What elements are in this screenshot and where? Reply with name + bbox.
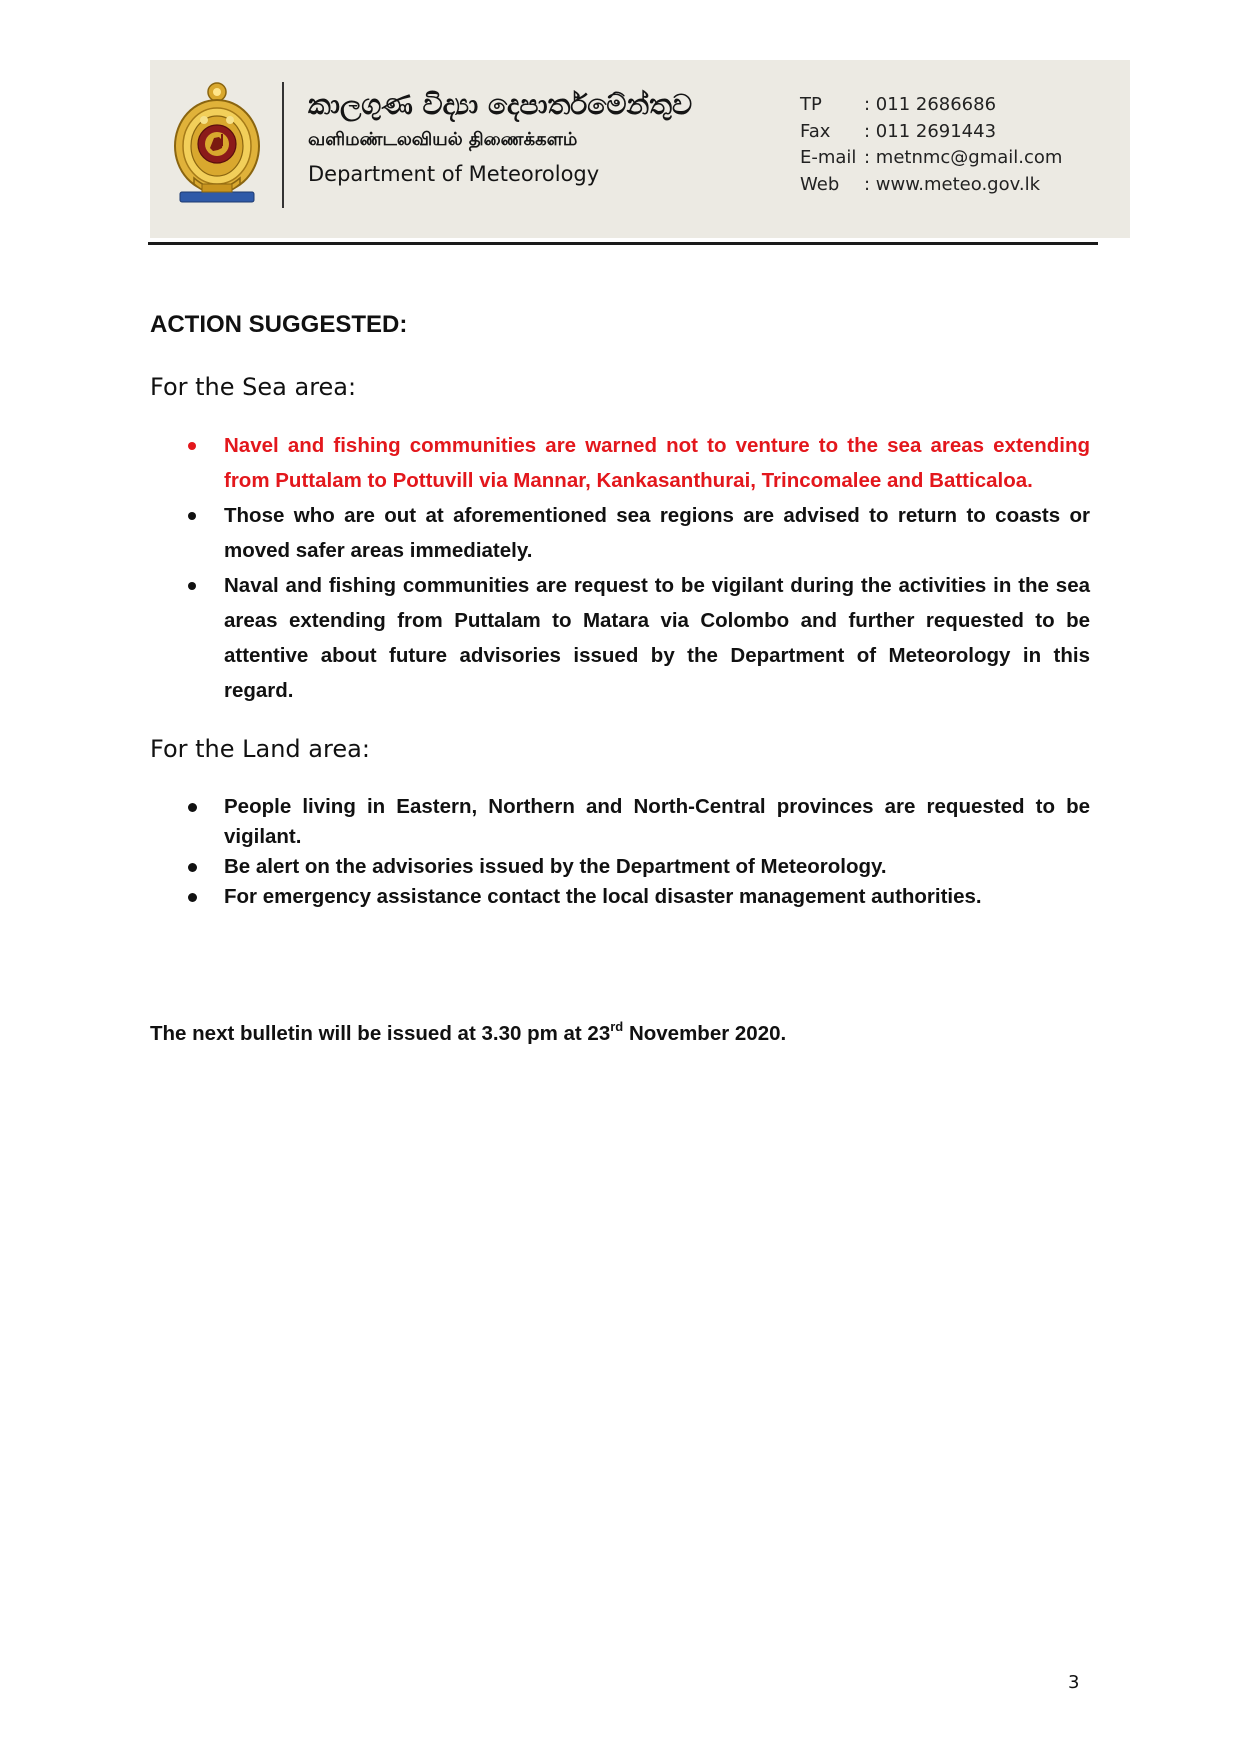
contact-details xyxy=(800,92,1062,198)
department-name-sinhala: කාලගුණ විද්‍යා දෙපාර්තමේන්තුව xyxy=(308,88,693,121)
bullet-icon xyxy=(188,893,197,902)
list-item-text: People living in Eastern, Northern and North-Central provinces are requested to be vigilant. xyxy=(224,795,1090,848)
header-divider xyxy=(282,82,284,208)
contact-label: Web xyxy=(800,173,840,195)
land-area-list xyxy=(150,792,1090,912)
list-item xyxy=(150,882,1090,912)
department-name-english: Department of Meteorology xyxy=(308,162,600,186)
bullet-icon xyxy=(188,803,197,812)
date-ordinal-suffix: rd xyxy=(610,1019,624,1034)
sea-area-heading: For the Sea area: xyxy=(150,373,357,401)
phone-number: : 011 2686686 xyxy=(864,94,997,115)
bullet-icon xyxy=(188,512,196,520)
list-item xyxy=(150,568,1090,708)
next-bulletin-text: The next bulletin will be issued at 3.30 pm at 23 xyxy=(150,1022,611,1045)
email-address: : metnmc@gmail.com xyxy=(864,147,1063,168)
contact-label: E-mail xyxy=(800,147,857,168)
bullet-icon xyxy=(188,582,196,590)
department-names xyxy=(308,88,778,188)
list-item xyxy=(150,852,1090,882)
land-area-heading: For the Land area: xyxy=(150,735,370,763)
contact-label: Fax xyxy=(800,120,831,142)
section-title: ACTION SUGGESTED: xyxy=(150,311,408,338)
list-item xyxy=(150,428,1090,498)
bullet-icon xyxy=(188,863,197,872)
list-item xyxy=(150,498,1090,568)
warning-text: Navel and fishing communities are warned not to venture to the sea areas extending from Puttalam to Pottuvill via Mannar, Kankasanthurai, Trincomalee and Batticaloa. xyxy=(224,434,1090,492)
bullet-icon xyxy=(188,442,196,450)
sri-lanka-emblem-icon xyxy=(172,80,262,206)
contact-label: TP xyxy=(800,94,822,115)
contact-row-email xyxy=(800,145,1062,172)
fax-number: : 011 2691443 xyxy=(864,120,997,142)
list-item-text: Those who are out at aforementioned sea regions are advised to return to coasts or moved safer areas immediately. xyxy=(224,504,1090,562)
department-name-tamil: வளிமண்டலவியல் திணைக்களம் xyxy=(308,129,578,150)
list-item xyxy=(150,792,1090,852)
next-bulletin-date: November 2020. xyxy=(623,1022,787,1045)
next-bulletin-notice xyxy=(150,1019,786,1049)
contact-row-fax xyxy=(800,119,1062,146)
sea-area-list xyxy=(150,428,1090,708)
page-number: 3 xyxy=(1068,1672,1080,1693)
letterhead-rule xyxy=(148,242,1098,245)
list-item-text: Naval and fishing communities are request to be vigilant during the activities in the sea areas extending from Puttalam to Matara via Colombo and further requested to be attentive about future advisories issued by the Department of Meteorology in this regard. xyxy=(224,574,1090,702)
contact-row-tp xyxy=(800,92,1062,119)
contact-row-web xyxy=(800,172,1062,199)
list-item-text: Be alert on the advisories issued by the Department of Meteorology. xyxy=(224,855,887,878)
website-url: : www.meteo.gov.lk xyxy=(864,173,1041,195)
list-item-text: For emergency assistance contact the local disaster management authorities. xyxy=(224,885,982,908)
